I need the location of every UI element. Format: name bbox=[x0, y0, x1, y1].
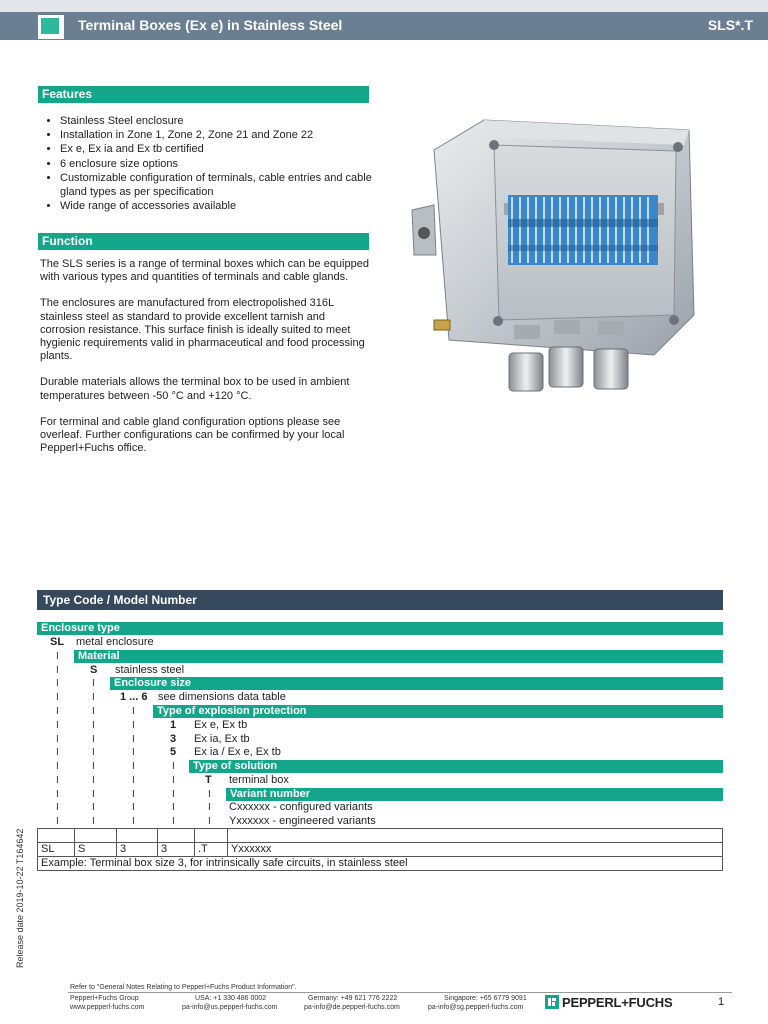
type-code-heading: Type Code / Model Number bbox=[37, 590, 723, 610]
brand-logo bbox=[545, 993, 672, 1011]
protection-bar: Type of explosion protection bbox=[153, 705, 723, 718]
enclosure-size-bar: Enclosure size bbox=[110, 677, 723, 690]
p3-desc: Ex ia, Ex tb bbox=[194, 733, 250, 745]
p1-code: 1 bbox=[170, 719, 177, 731]
pipe: I bbox=[56, 665, 59, 676]
size-desc: see dimensions data table bbox=[158, 691, 286, 703]
enclosure-type-bar: Enclosure type bbox=[37, 622, 723, 635]
function-heading: Function bbox=[38, 233, 369, 250]
list-item: • Installation in Zone 1, Zone 2, Zone 21 and Zone 22 bbox=[60, 128, 390, 142]
footer-germany-mail[interactable]: pa-info@de.pepperl-fuchs.com bbox=[304, 1004, 400, 1011]
pipe: I bbox=[56, 816, 59, 827]
pipe: I bbox=[56, 720, 59, 731]
pipe: I bbox=[172, 775, 175, 786]
list-item: • Wide range of accessories available bbox=[60, 199, 390, 213]
pipe: I bbox=[56, 789, 59, 800]
pipe: I bbox=[132, 816, 135, 827]
pipe: I bbox=[132, 761, 135, 772]
top-strip bbox=[0, 0, 768, 12]
pipe: I bbox=[92, 706, 95, 717]
p5-code: 5 bbox=[170, 746, 177, 758]
pipe: I bbox=[92, 734, 95, 745]
example-cell: .T bbox=[195, 843, 228, 857]
pipe: I bbox=[172, 802, 175, 813]
example-table bbox=[37, 828, 723, 871]
table-row bbox=[38, 843, 723, 857]
pipe: I bbox=[132, 775, 135, 786]
example-text: Example: Terminal box size 3, for intrinsically safe circuits, in stainless steel bbox=[38, 857, 723, 871]
pipe: I bbox=[56, 747, 59, 758]
solution-bar: Type of solution bbox=[189, 760, 723, 773]
pipe: I bbox=[92, 816, 95, 827]
release-date-label: Release date 2019-10-22 T164642 bbox=[15, 828, 25, 968]
pipe: I bbox=[172, 789, 175, 800]
function-paragraph: The SLS series is a range of terminal boxes which can be equipped with various types and quantities of terminals and cable glands. bbox=[40, 258, 369, 284]
pipe: I bbox=[56, 734, 59, 745]
pipe: I bbox=[56, 678, 59, 689]
s-code: S bbox=[90, 664, 98, 676]
terminal-box-image bbox=[404, 115, 704, 400]
features-list bbox=[40, 114, 390, 213]
size-code: 1 ... 6 bbox=[120, 691, 148, 703]
pipe: I bbox=[56, 802, 59, 813]
v1-desc: Cxxxxxx - configured variants bbox=[229, 801, 373, 813]
pipe: I bbox=[56, 775, 59, 786]
sl-code: SL bbox=[50, 636, 65, 648]
header-logo-square bbox=[38, 15, 64, 39]
pipe: I bbox=[208, 816, 211, 827]
footer-germany-phone: Germany: +49 621 776 2222 bbox=[308, 995, 398, 1002]
function-text bbox=[40, 258, 370, 468]
pipe: I bbox=[132, 706, 135, 717]
page-title: Terminal Boxes (Ex e) in Stainless Steel bbox=[78, 17, 343, 33]
footer-refer: Refer to "General Notes Relating to Pepperl+Fuchs Product Information". bbox=[70, 984, 297, 991]
page-number: 1 bbox=[718, 996, 725, 1008]
footer-singapore-mail[interactable]: pa-info@sg.pepperl-fuchs.com bbox=[428, 1004, 524, 1011]
sl-desc: metal enclosure bbox=[76, 636, 154, 648]
v2-desc: Yxxxxxx - engineered variants bbox=[229, 815, 376, 827]
pipe: I bbox=[92, 747, 95, 758]
pipe: I bbox=[92, 678, 95, 689]
pipe: I bbox=[56, 692, 59, 703]
example-cell: 3 bbox=[117, 843, 158, 857]
pipe: I bbox=[56, 761, 59, 772]
pipe: I bbox=[132, 747, 135, 758]
brand-mark-icon bbox=[545, 995, 559, 1009]
function-paragraph: Durable materials allows the terminal box to be used in ambient temperatures between -50 °C and +120 °C. bbox=[40, 376, 350, 402]
pipe: I bbox=[208, 789, 211, 800]
pipe: I bbox=[132, 789, 135, 800]
t-desc: terminal box bbox=[229, 774, 289, 786]
pipe: I bbox=[172, 761, 175, 772]
pipe: I bbox=[92, 761, 95, 772]
pipe: I bbox=[92, 789, 95, 800]
pipe: I bbox=[92, 692, 95, 703]
brand-name: PEPPERL+FUCHS bbox=[562, 994, 673, 1010]
table-row bbox=[38, 829, 723, 843]
product-code: SLS*.T bbox=[707, 17, 753, 33]
table-row bbox=[38, 857, 723, 871]
p5-desc: Ex ia / Ex e, Ex tb bbox=[194, 746, 281, 758]
pipe: I bbox=[172, 816, 175, 827]
function-paragraph: The enclosures are manufactured from electropolished 316L stainless steel as standard to provide excellent tarnish and corrosion resistance. This surface finish is ideally suited to meet hygienic requirements valid in pharmaceutical and food processing plants. bbox=[40, 297, 365, 363]
example-cell: SL bbox=[38, 843, 75, 857]
pipe: I bbox=[132, 734, 135, 745]
pipe: I bbox=[208, 802, 211, 813]
function-paragraph: For terminal and cable gland configuration options please see overleaf. Further configurations can be confirmed by your local Pepperl+Fuchs office. bbox=[40, 415, 345, 455]
pipe: I bbox=[92, 802, 95, 813]
footer-usa-mail[interactable]: pa-info@us.pepperl-fuchs.com bbox=[182, 1004, 278, 1011]
footer-group: Pepperl+Fuchs Group bbox=[70, 995, 139, 1002]
p3-code: 3 bbox=[170, 733, 177, 745]
footer-web-link[interactable]: www.pepperl-fuchs.com bbox=[70, 1004, 145, 1011]
pipe: I bbox=[56, 706, 59, 717]
pipe: I bbox=[56, 651, 59, 662]
variant-bar: Variant number bbox=[226, 788, 723, 801]
p1-desc: Ex e, Ex tb bbox=[194, 719, 248, 731]
t-code: T bbox=[205, 774, 212, 786]
footer-usa-phone: USA: +1 330 486 0002 bbox=[195, 995, 267, 1002]
pipe: I bbox=[132, 802, 135, 813]
material-bar: Material bbox=[74, 650, 723, 663]
s-desc: stainless steel bbox=[115, 664, 185, 676]
footer-singapore-phone: Singapore: +65 6779 9091 bbox=[444, 995, 527, 1002]
pipe: I bbox=[92, 720, 95, 731]
list-item: • Customizable configuration of terminals, cable entries and cable gland types as per specification bbox=[60, 171, 390, 199]
list-item: • Stainless Steel enclosure bbox=[60, 114, 390, 128]
example-cell: Yxxxxxx bbox=[228, 843, 723, 857]
example-cell: S bbox=[75, 843, 117, 857]
pipe: I bbox=[92, 775, 95, 786]
list-item: • 6 enclosure size options bbox=[60, 157, 390, 171]
example-cell: 3 bbox=[158, 843, 195, 857]
features-heading: Features bbox=[38, 86, 369, 103]
pipe: I bbox=[132, 720, 135, 731]
list-item: • Ex e, Ex ia and Ex tb certified bbox=[60, 142, 390, 156]
